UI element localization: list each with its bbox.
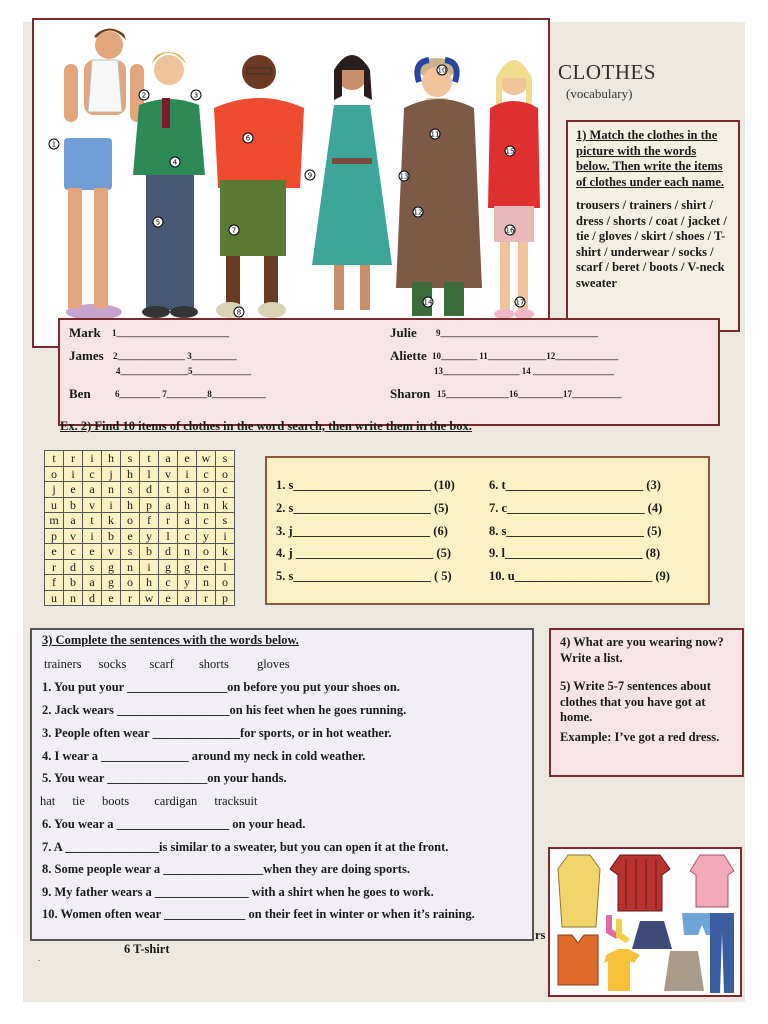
answer-item[interactable]: 6. t______________________ (3) [489, 478, 661, 492]
exercise-4-5-box [549, 628, 744, 777]
name-label-ben: Ben [69, 386, 91, 401]
word-search-cell[interactable]: m [45, 513, 64, 529]
svg-text:10: 10 [437, 66, 447, 75]
word-search-cell[interactable]: o [216, 466, 235, 482]
word-search-cell[interactable]: s [121, 451, 140, 467]
word-search-cell[interactable]: e [102, 590, 121, 606]
word-search-cell[interactable]: s [83, 559, 102, 575]
word-search-cell[interactable]: p [216, 590, 235, 606]
word-search-row [45, 513, 235, 529]
svg-text:14: 14 [423, 298, 433, 307]
word-search-cell[interactable]: n [197, 497, 216, 513]
word-search-cell[interactable]: o [121, 575, 140, 591]
marker-8 [234, 307, 244, 317]
word-search-cell[interactable]: e [45, 544, 64, 560]
word-search-cell[interactable]: y [197, 528, 216, 544]
answer-item[interactable]: 8. s______________________ (5) [489, 524, 662, 538]
word-search-cell[interactable]: i [64, 466, 83, 482]
word-bank-item: tracksuit [214, 794, 258, 808]
word-search-cell[interactable]: e [64, 482, 83, 498]
marker-11 [430, 129, 440, 139]
exercise-1-instruction: 1) Match the clothes in the picture with the words below. Then write the items of clothes under each name. [576, 128, 725, 189]
word-bank-1 [44, 657, 290, 672]
sentence-8[interactable]: 8. Some people wear a ________________when they are doing sports. [42, 862, 410, 876]
word-search-cell[interactable]: u [45, 590, 64, 606]
answer-item[interactable]: 3. j______________________ (6) [276, 524, 448, 538]
word-search-cell[interactable]: b [64, 497, 83, 513]
word-search-cell[interactable]: p [45, 528, 64, 544]
marker-7 [229, 225, 239, 235]
answer-item[interactable]: 4. j ______________________ (5) [276, 546, 451, 560]
word-search-cell[interactable]: r [64, 451, 83, 467]
answer-line-aliette-1[interactable]: 10________ 11_____________12______________ [432, 351, 619, 361]
word-search-cell[interactable]: j [45, 482, 64, 498]
exercise-4-question: 4) What are you wearing now? Write a list. [560, 635, 724, 665]
word-search-cell[interactable]: w [140, 590, 159, 606]
word-search-cell[interactable]: s [216, 513, 235, 529]
clothes-clipart [548, 847, 742, 997]
socks-icon [606, 915, 630, 943]
word-search-cell[interactable]: n [121, 559, 140, 575]
word-search-cell[interactable]: c [178, 528, 197, 544]
word-search-cell[interactable]: r [121, 590, 140, 606]
word-search-cell[interactable]: r [197, 590, 216, 606]
word-search-cell[interactable]: a [64, 513, 83, 529]
name-label-aliette: Aliette [390, 348, 427, 363]
word-search-cell[interactable]: g [102, 575, 121, 591]
word-search-row [45, 575, 235, 591]
svg-text:16: 16 [505, 226, 515, 235]
word-search-cell[interactable]: c [159, 575, 178, 591]
word-search-cell[interactable]: b [64, 575, 83, 591]
svg-text:9: 9 [307, 171, 313, 180]
word-search-cell[interactable]: s [121, 482, 140, 498]
answer-item[interactable]: 9. l______________________ (8) [489, 546, 661, 560]
word-search-cell[interactable]: d [64, 559, 83, 575]
shirt-icon [610, 855, 670, 911]
person-julie-figure [312, 55, 392, 310]
skirt-icon [632, 921, 672, 949]
word-search-cell[interactable]: e [159, 590, 178, 606]
word-search-cell[interactable]: k [216, 497, 235, 513]
word-search-cell[interactable]: k [102, 513, 121, 529]
svg-text:13: 13 [399, 172, 409, 181]
word-search-cell[interactable]: b [140, 544, 159, 560]
svg-text:11: 11 [430, 130, 440, 139]
answer-item[interactable]: 1. s______________________ (10) [276, 478, 455, 492]
word-search-cell[interactable]: l [216, 559, 235, 575]
sentence-10[interactable]: 10. Women often wear _____________ on their feet in winter or when it’s raining. [42, 907, 475, 921]
word-search-cell[interactable]: f [45, 575, 64, 591]
clothes-clipart-svg [550, 849, 740, 995]
answer-line-sharon[interactable]: 15______________16__________17___________ [437, 389, 622, 399]
sentence-1[interactable]: 1. You put your ________________on before you put your shoes on. [42, 680, 400, 694]
word-search-cell[interactable]: y [178, 575, 197, 591]
answer-item[interactable]: 7. c______________________ (4) [489, 501, 663, 515]
stray-dot: . [38, 954, 40, 963]
sentence-7[interactable]: 7. A _______________is similar to a sweater, but you can open it at the front. [42, 840, 449, 854]
word-search-cell[interactable]: h [102, 451, 121, 467]
word-bank-item: shorts [198, 657, 229, 671]
word-search-cell[interactable]: t [45, 451, 64, 467]
word-search-cell[interactable]: y [140, 528, 159, 544]
word-search-cell[interactable]: o [121, 513, 140, 529]
word-search-cell[interactable]: u [45, 497, 64, 513]
word-search-row [45, 528, 235, 544]
coat-icon [558, 855, 600, 927]
marker-17 [515, 297, 525, 307]
word-search-cell[interactable]: v [159, 466, 178, 482]
answer-line-james-2[interactable]: 4_______________5_____________ [116, 366, 251, 376]
person-aliette-figure [396, 58, 482, 316]
word-search-answer-box [265, 456, 710, 605]
people-illustration [32, 18, 550, 348]
word-search-cell[interactable]: i [102, 497, 121, 513]
word-search-cell[interactable]: n [64, 590, 83, 606]
sentence-5[interactable]: 5. You wear ________________on your hands. [42, 771, 287, 785]
word-search-cell[interactable]: d [159, 544, 178, 560]
marker-5 [153, 217, 163, 227]
person-sharon-figure [488, 60, 540, 319]
person-ben-figure [214, 55, 304, 318]
word-search-row [45, 451, 235, 467]
word-search-cell[interactable]: i [178, 466, 197, 482]
svg-text:8: 8 [236, 308, 242, 317]
word-search-cell[interactable]: s [121, 544, 140, 560]
word-search-cell[interactable]: s [216, 451, 235, 467]
word-bank-item: boots [102, 794, 130, 808]
word-search-cell[interactable]: h [140, 575, 159, 591]
svg-text:3: 3 [193, 91, 199, 100]
marker-6 [243, 133, 253, 143]
word-search-cell[interactable]: v [64, 528, 83, 544]
word-search-cell[interactable]: r [45, 559, 64, 575]
svg-text:7: 7 [231, 226, 237, 235]
svg-text:6: 6 [245, 134, 251, 143]
svg-text:12: 12 [413, 208, 423, 217]
word-search-cell[interactable]: l [159, 528, 178, 544]
word-search-row [45, 590, 235, 606]
sentence-6[interactable]: 6. You wear a __________________ on your head. [42, 817, 306, 831]
exercise-5-example: Example: I’ve got a red dress. [560, 729, 720, 744]
word-search-cell[interactable]: g [159, 559, 178, 575]
word-search-cell[interactable]: e [121, 528, 140, 544]
word-search-cell[interactable]: o [197, 544, 216, 560]
marker-14 [423, 297, 433, 307]
exercise-3-title: 3) Complete the sentences with the words below. [42, 633, 299, 647]
page-subtitle: (vocabulary) [566, 86, 633, 101]
sentence-9[interactable]: 9. My father wears a _______________ with a shirt when he goes to work. [42, 885, 434, 899]
word-search-cell[interactable]: v [83, 497, 102, 513]
answer-item[interactable]: 2. s______________________ (5) [276, 501, 449, 515]
skirt-2-icon [664, 951, 704, 991]
exercise-1-box [566, 120, 740, 332]
exercise-2-title: Ex. 2) Find 10 items of clothes in the word search, then write them in the box. [60, 421, 472, 433]
word-search-cell[interactable]: i [83, 528, 102, 544]
word-search-cell[interactable]: c [197, 466, 216, 482]
sentence-2[interactable]: 2. Jack wears __________________on his feet when he goes running. [42, 703, 407, 717]
tshirt-icon [604, 949, 640, 991]
word-search-cell[interactable]: a [178, 590, 197, 606]
marker-9 [305, 170, 315, 180]
word-search-row [45, 559, 235, 575]
word-search-cell[interactable]: a [83, 575, 102, 591]
word-search-cell[interactable]: n [178, 544, 197, 560]
marker-16 [505, 225, 515, 235]
word-search-cell[interactable]: r [159, 513, 178, 529]
marker-13 [399, 171, 409, 181]
word-search-cell[interactable]: h [121, 497, 140, 513]
answer-line-aliette-2[interactable]: 13_________________ 14 __________________ [434, 366, 614, 376]
word-search-cell[interactable]: g [178, 559, 197, 575]
answer-line-ben[interactable]: 6_________ 7_________8____________ [115, 389, 266, 399]
word-search-cell[interactable]: n [102, 482, 121, 498]
word-search-cell[interactable]: f [140, 513, 159, 529]
word-search-cell[interactable]: j [102, 466, 121, 482]
svg-text:1: 1 [51, 140, 57, 149]
word-search-cell[interactable]: a [178, 513, 197, 529]
page-title: CLOTHES [558, 60, 656, 84]
svg-text:5: 5 [155, 218, 161, 227]
name-label-mark: Mark [69, 325, 101, 340]
word-search-cell[interactable]: i [216, 528, 235, 544]
word-bank-2 [40, 794, 257, 809]
word-search-cell[interactable]: d [83, 590, 102, 606]
stray-text-rs: rs [535, 928, 546, 942]
marker-1 [49, 139, 59, 149]
word-search-cell[interactable]: h [178, 497, 197, 513]
word-search-row [45, 544, 235, 560]
word-search-cell[interactable]: e [197, 559, 216, 575]
word-search-cell[interactable]: p [140, 497, 159, 513]
sentence-3[interactable]: 3. People often wear ______________for sports, or in hot weather. [42, 726, 392, 740]
word-search-cell[interactable]: o [216, 575, 235, 591]
word-search-cell[interactable]: i [140, 559, 159, 575]
jacket-icon [690, 855, 734, 907]
svg-text:15: 15 [505, 147, 515, 156]
word-bank-item: gloves [256, 657, 290, 671]
vest-icon [558, 935, 598, 985]
person-mark-figure [64, 28, 147, 320]
word-search-row [45, 466, 235, 482]
word-search-cell[interactable]: o [197, 482, 216, 498]
word-search-cell[interactable]: k [216, 544, 235, 560]
word-bank-item: socks [98, 657, 127, 671]
word-bank-item: trainers [44, 657, 82, 671]
name-label-sharon: Sharon [390, 386, 431, 401]
word-search-cell[interactable]: o [45, 466, 64, 482]
word-search-cell[interactable]: a [83, 482, 102, 498]
answer-line-mark[interactable]: 1_________________________ [112, 328, 229, 338]
word-search-cell[interactable]: t [83, 513, 102, 529]
exercise-3-box [30, 628, 534, 941]
marker-12 [413, 207, 423, 217]
word-search-cell[interactable]: e [83, 544, 102, 560]
word-search-cell[interactable]: a [178, 482, 197, 498]
svg-text:17: 17 [515, 298, 525, 307]
trousers-icon [710, 913, 734, 993]
word-search-cell[interactable]: e [178, 451, 197, 467]
word-search-cell[interactable]: w [197, 451, 216, 467]
word-search-cell[interactable]: i [83, 451, 102, 467]
word-search-cell[interactable]: t [159, 482, 178, 498]
answer-item[interactable]: 10. u______________________ (9) [489, 569, 670, 583]
marker-4 [170, 157, 180, 167]
marker-2 [139, 90, 149, 100]
word-bank-item: hat [40, 794, 56, 808]
word-search-cell[interactable]: a [159, 451, 178, 467]
word-search-cell[interactable]: c [216, 482, 235, 498]
word-search-cell[interactable]: v [102, 544, 121, 560]
answer-line-julie[interactable]: 9___________________________________ [436, 328, 598, 338]
word-search-cell[interactable]: b [102, 528, 121, 544]
exercise-1-word-list: trousers / trainers / shirt / dress / shorts / coat / jacket / tie / gloves / skirt / shoes / T-shirt / underwear / socks / scarf / beret / boots / V-neck sweater [576, 198, 727, 290]
sentence-4[interactable]: 4. I wear a ______________ around my neck in cold weather. [42, 749, 366, 763]
marker-15 [505, 146, 515, 156]
svg-text:2: 2 [141, 91, 147, 100]
word-search-grid [44, 450, 235, 606]
word-search-row [45, 482, 235, 498]
word-search-cell[interactable]: c [197, 513, 216, 529]
people-illustration-svg [34, 20, 548, 346]
word-search-cell[interactable]: a [159, 497, 178, 513]
word-search-cell[interactable]: g [102, 559, 121, 575]
word-bank-item: tie [72, 794, 85, 808]
word-search-cell[interactable]: c [83, 466, 102, 482]
word-search-cell[interactable]: t [140, 451, 159, 467]
answer-item[interactable]: 5. s______________________ ( 5) [276, 569, 452, 583]
word-search-cell[interactable]: l [140, 466, 159, 482]
svg-text:4: 4 [172, 158, 178, 167]
names-answer-box [58, 318, 720, 426]
marker-3 [191, 90, 201, 100]
word-bank-item: scarf [149, 657, 174, 671]
name-label-james: James [69, 348, 104, 363]
word-search-cell[interactable]: h [121, 466, 140, 482]
word-search-cell[interactable]: n [197, 575, 216, 591]
exercise-5-question: 5) Write 5-7 sentences about clothes that you have got at home. [560, 679, 711, 724]
marker-10 [437, 65, 447, 75]
answer-line-james-1[interactable]: 2_______________ 3__________ [113, 351, 237, 361]
word-search-cell[interactable]: d [140, 482, 159, 498]
word-search-row [45, 497, 235, 513]
word-search-cell[interactable]: c [64, 544, 83, 560]
stray-text-t-shirt: 6 T-shirt [124, 942, 170, 956]
word-bank-item: cardigan [154, 794, 198, 808]
name-label-julie: Julie [390, 325, 417, 340]
